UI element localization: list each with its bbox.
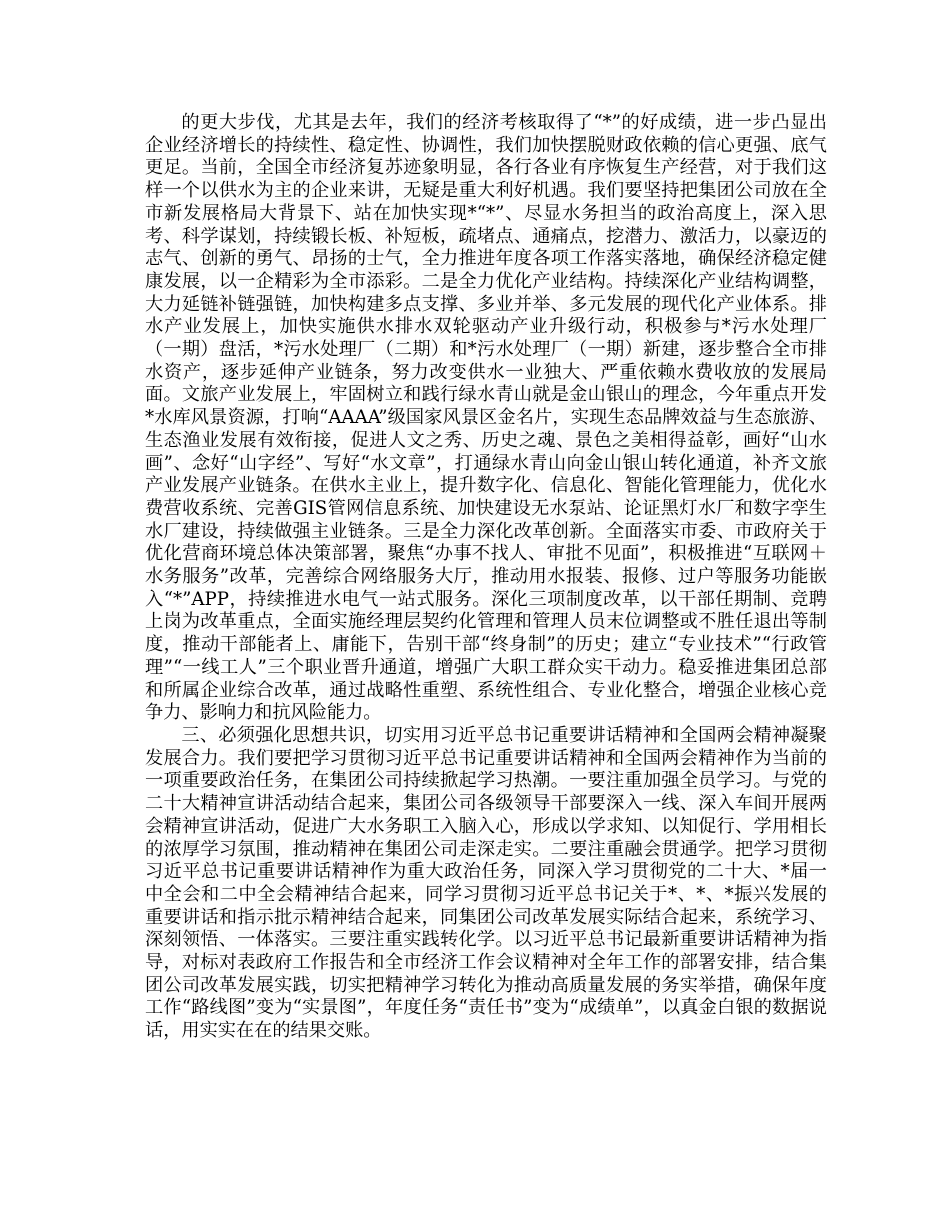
document-body bbox=[145, 112, 827, 1043]
paragraph-economy-industry-reform: 的更大步伐，尤其是去年，我们的经济考核取得了“*”的好成绩，进一步凸显出企业经济增长的持续性、稳定性、协调性，我们加快摆脱财政依赖的信心更强、底气更足。当前，全国全市经济复苏迹象明显，各行各业有序恢复生产经营，对于我们这样一个以供水为主的企业来讲，无疑是重大利好机遇。我们要坚持把集团公司放在全市新发展格局大背景下、站在加快实现*“*”、尽显水务担当的政治高度上，深入思考、科学谋划，持续锻长板、补短板，疏堵点、通痛点，挖潜力、激活力，以豪迈的志气、创新的勇气、昂扬的士气，全力推进年度各项工作落实落地，确保经济稳定健康发展，以一企精彩为全市添彩。二是全力优化产业结构。持续深化产业结构调整，大力延链补链强链，加快构建多点支撑、多业并举、多元发展的现代化产业体系。排水产业发展上，加快实施供水排水双轮驱动产业升级行动，积极参与*污水处理厂（一期）盘活，*污水处理厂（二期）和*污水处理厂（一期）新建，逐步整合全市排水资产，逐步延伸产业链条，努力改变供水一业独大、严重依赖水费收放的发展局面。文旅产业发展上，牢固树立和践行绿水青山就是金山银山的理念，今年重点开发*水库风景资源，打响“AAAA”级国家风景区金名片，实现生态品牌效益与生态旅游、生态渔业发展有效衔接，促进人文之秀、历史之魂、景色之美相得益彰，画好“山水画”、念好“山字经”、写好“水文章”，打通绿水青山向金山银山转化通道，补齐文旅产业发展产业链条。在供水主业上，提升数字化、信息化、智能化管理能力，优化水费营收系统、完善GIS管网信息系统、加快建设无水泵站、论证黑灯水厂和数字孪生水厂建设，持续做强主业链条。三是全力深化改革创新。全面落实市委、市政府关于优化营商环境总体决策部署，聚焦“办事不找人、审批不见面”，积极推进“互联网＋水务服务”改革，完善综合网络服务大厅，推动用水报装、报修、过户等服务功能嵌入“*”APP，持续推进水电气一站式服务。深化三项制度改革，以干部任期制、竞聘上岗为改革重点，全面实施经理层契约化管理和管理人员末位调整或不胜任退出等制度，推动干部能者上、庸能下，告别干部“终身制”的历史；建立“专业技术”“行政管理”“一线工人”三个职业晋升通道，增强广大职工群众实干动力。稳妥推进集团总部和所属企业综合改革，通过战略性重塑、系统性组合、专业化整合，增强企业核心竞争力、影响力和抗风险能力。 bbox=[145, 112, 827, 724]
paragraph-study-spirit: 三、必须强化思想共识，切实用习近平总书记重要讲话精神和全国两会精神凝聚发展合力。我们要把学习贯彻习近平总书记重要讲话精神和全国两会精神作为当前的一项重要政治任务，在集团公司持续掀起学习热潮。一要注重加强全员学习。与党的二十大精神宣讲活动结合起来，集团公司各级领导干部要深入一线、深入车间开展两会精神宣讲活动，促进广大水务职工入脑入心，形成以学求知、以知促行、学用相长的浓厚学习氛围，推动精神在集团公司走深走实。二要注重融会贯通学。把学习贯彻习近平总书记重要讲话精神作为重大政治任务，同深入学习贯彻党的二十大、*届一中全会和二中全会精神结合起来，同学习贯彻习近平总书记关于*、*、*振兴发展的重要讲话和指示批示精神结合起来，同集团公司改革发展实际结合起来，系统学习、深刻领悟、一体落实。三要注重实践转化学。以习近平总书记最新重要讲话精神为指导，对标对表政府工作报告和全市经济工作会议精神对全年工作的部署安排，结合集团公司改革发展实践，切实把精神学习转化为推动高质量发展的务实举措，确保年度工作“路线图”变为“实景图”，年度任务“责任书”变为“成绩单”，以真金白银的数据说话，用实实在在的结果交账。 bbox=[145, 724, 827, 1042]
